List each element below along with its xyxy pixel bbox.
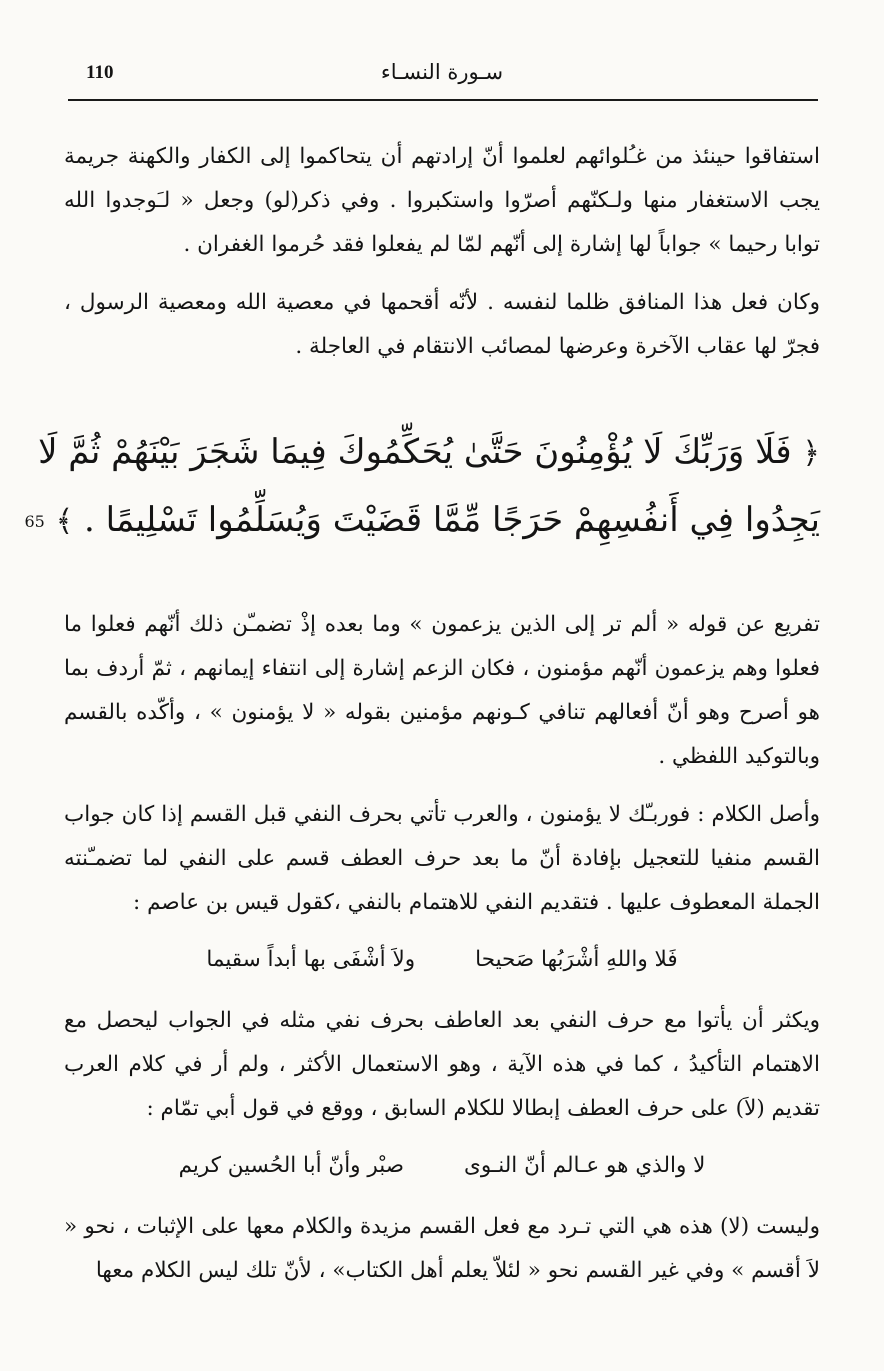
paragraph-2: وكان فعل هذا المنافق ظلما لنفسه . لأنّه أقحمها في معصية الله ومعصية الرسول ، فجرّ لها عقاب الآخرة وعرضها لمصائب الانتقام في العاجلة . bbox=[64, 290, 820, 359]
page-body bbox=[24, 135, 820, 1307]
poem-2-first-hemistich: لا والذي هو عـالم أنّ النـوى bbox=[464, 1153, 706, 1178]
poem-1-second-hemistich: ولاَ أشْفَى بها أبداً سقيما bbox=[206, 947, 416, 972]
verse-number: 65 bbox=[24, 512, 45, 531]
verse-open-ornament: ﴿ bbox=[802, 436, 820, 471]
page-header bbox=[68, 58, 816, 98]
paragraph-5: ويكثر أن يأتوا مع حرف النفي بعد العاطف بحرف نفي مثله في الجواب ليحصل مع الاهتمام التأكيدُ ، كما في هذه الآية ، وهو الاستعمال الأكثر ، ولم أر في كلام العرب تقديم (لاَ) على حرف العطف إبطالا للكلام السابق ، ووقع في قول أبي تمّام : bbox=[64, 1008, 820, 1121]
poem-verse-1 bbox=[64, 939, 820, 981]
verse-line-1 bbox=[38, 419, 820, 487]
paragraph-1: استفاقوا حينئذ من غـُلوائهم لعلموا أنّ إرادتهم أن يتحاكموا إلى الكفار والكهنة جريمة يجب الاستغفار منها ولـكنّهم أصرّوا واستكبروا . وفي ذكر(لو) وجعل « لـَوجدوا الله توابا رحيما » جواباً لها إشارة إلى أنّهم لمّا لم يفعلوا فقد حُرموا الغفران . bbox=[64, 144, 820, 257]
quran-verse bbox=[24, 419, 820, 555]
verse-line-2: يَجِدُوا فِي أَنفُسِهِمْ حَرَجًا مِّمَّا قَضَيْتَ وَيُسَلِّمُوا تَسْلِيمًا . ﴾ 65 bbox=[24, 500, 820, 540]
verse-close-ornament: ﴾ bbox=[55, 504, 74, 539]
paragraph-6: وليست (لا) هذه هي التي تـرد مع فعل القسم مزيدة والكلام معها على الإثبات ، نحو « لاَ أقسم » وفي غير القسم نحو « لئلاّ يعلم أهل الكتاب» ، لأنّ تلك ليس الكلام معها bbox=[64, 1214, 820, 1283]
poem-1-first-hemistich: فَلا واللهِ أشْرَبُها صَحيحا bbox=[475, 947, 678, 972]
paragraph-4: وأصل الكلام : فوربـّك لا يؤمنون ، والعرب تأتي بحرف النفي قبل القسم إذا كان جواب القسم منفيا للتعجيل بإفادة أنّ ما بعد حرف العطف قسم على النفي لما تضمـّنته الجملة المعطوف عليها . فتقديم النفي للاهتمام بالنفي ،كقول قيس بن عاصم : bbox=[64, 802, 820, 915]
running-title: سـورة النسـاء bbox=[380, 60, 504, 84]
poem-2-second-hemistich: صبْر وأنّ أبا الحُسين كريم bbox=[178, 1153, 404, 1178]
paragraph-3: تفريع عن قوله « ألم تر إلى الذين يزعمون » وما بعده إذْ تضمـّن ذلك أنّهم فعلوا ما فعلوا وهم يزعمون أنّهم مؤمنون ، فكان الزعم إشارة إلى انتفاء إيمانهم ، ثمّ أردف بما هو أصرح وهو أنّ أفعالهم تنافي كـونهم مؤمنين بقوله « لا يؤمنون » ، وأكّده بالقسم وبالتوكيد اللفظي . bbox=[64, 612, 820, 769]
poem-verse-2 bbox=[64, 1145, 820, 1187]
page-number: 110 bbox=[86, 62, 114, 83]
verse-line-1-text: فَلَا وَرَبِّكَ لَا يُؤْمِنُونَ حَتَّىٰ يُحَكِّمُوكَ فِيمَا شَجَرَ بَيْنَهُمْ ثُمَّ لَا bbox=[38, 432, 792, 472]
header-rule bbox=[68, 99, 818, 101]
verse-line-2-text: يَجِدُوا فِي أَنفُسِهِمْ حَرَجًا مِّمَّا قَضَيْتَ وَيُسَلِّمُوا تَسْلِيمًا bbox=[105, 500, 820, 540]
